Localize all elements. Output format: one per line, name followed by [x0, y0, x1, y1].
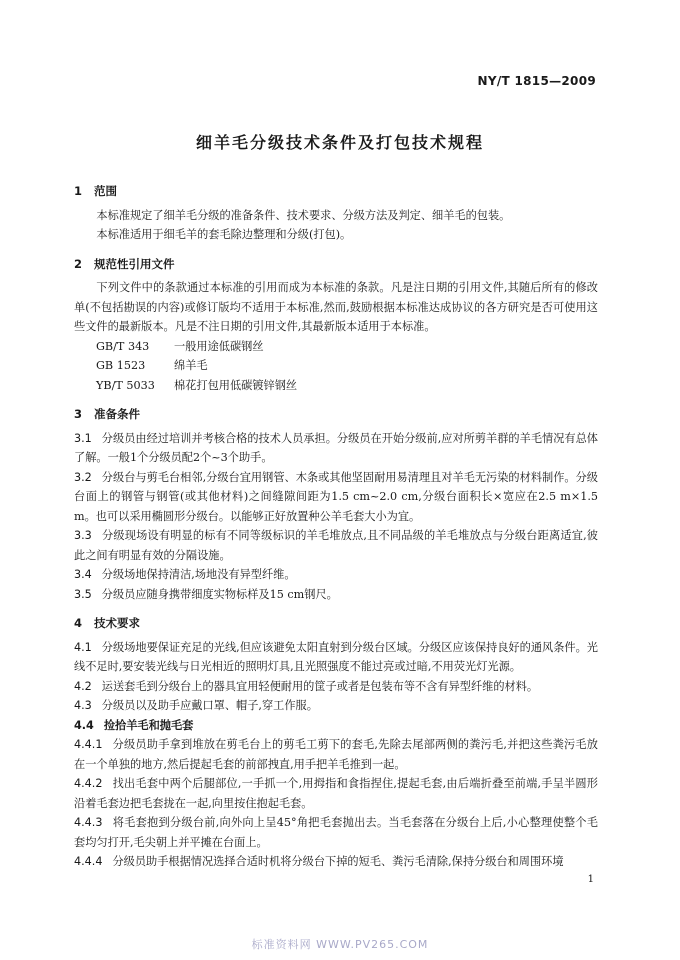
clause — [74, 696, 598, 716]
clause — [74, 638, 598, 677]
clause-number: 3.3 — [74, 529, 92, 542]
reference-code: GB/T 343 — [96, 339, 150, 353]
reference-item — [74, 376, 598, 396]
clause — [74, 468, 598, 527]
clause-text: 将毛套抱到分级台前,向外向上呈45°角把毛套抛出去。当毛套落在分级台上后,小心整理使整个毛套均匀打开,毛尖朝上并平摊在台面上。 — [74, 816, 598, 849]
clause-number: 4.4.4 — [74, 855, 103, 868]
clause-number: 4.4.3 — [74, 816, 103, 829]
section-title: 技术要求 — [94, 616, 140, 630]
paragraph: 本标准适用于细毛羊的套毛除边整理和分级(打包)。 — [96, 228, 352, 241]
clause-text: 分级员助手拿到堆放在剪毛台上的剪毛工剪下的套毛,先除去尾部两侧的粪污毛,并把这些粪污毛放在一个单独的地方,然后提起毛套的前部拽直,用手把羊毛推到一起。 — [74, 738, 598, 771]
clause-text: 捡拾羊毛和抛毛套 — [103, 718, 194, 732]
page-number: 1 — [587, 874, 594, 885]
reference-code: YB/T 5033 — [96, 378, 155, 392]
clause — [74, 526, 598, 565]
section-heading — [74, 614, 598, 634]
clause-number: 4.4 — [74, 718, 94, 732]
section-title: 范围 — [94, 184, 117, 198]
clause-text: 分级员助手根据情况选择合适时机将分级台下掉的短毛、粪污毛清除,保持分级台和周围环境 — [112, 855, 564, 868]
reference-code: GB 1523 — [96, 359, 146, 372]
paragraph: 本标准规定了细羊毛分级的准备条件、技术要求、分级方法及判定、细羊毛的包装。 — [96, 208, 511, 222]
section-number: 3 — [74, 407, 83, 421]
section-number: 1 — [74, 184, 83, 198]
clause-text: 分级员应随身携带细度实物标样及15 cm钢尺。 — [101, 587, 338, 601]
clause-number: 4.4.1 — [74, 738, 103, 751]
clause-text: 分级场地要保证充足的光线,但应该避免太阳直射到分级台区域。分级区应该保持良好的通风条件。光线不足时,要安装光线与日光相近的照明灯具,且光照强度不能过亮或过暗,不用荧光灯光源。 — [74, 640, 598, 673]
section-title: 规范性引用文件 — [94, 256, 175, 271]
section-number: 2 — [74, 256, 83, 271]
section-number: 4 — [74, 616, 83, 630]
section-title: 准备条件 — [94, 407, 140, 421]
document-body — [74, 182, 598, 872]
clause — [74, 565, 598, 585]
clause-number: 4.3 — [74, 699, 92, 712]
clause — [74, 813, 598, 852]
clause — [74, 735, 598, 774]
clause-number: 3.1 — [74, 431, 92, 445]
clause — [74, 585, 598, 605]
clause — [74, 429, 598, 468]
section-heading — [74, 405, 598, 425]
clause — [74, 852, 598, 872]
clause-text: 分级现场设有明显的标有不同等级标识的羊毛堆放点,且不同品级的羊毛堆放点与分级台距离适宜,彼此之间有明显有效的分隔设施。 — [74, 529, 598, 562]
section-heading — [74, 255, 598, 275]
standard-code: NY/T 1815—2009 — [477, 74, 596, 88]
section-heading — [74, 182, 598, 202]
reference-item — [74, 337, 598, 357]
clause-number: 4.2 — [74, 679, 92, 693]
clause-text: 分级员由经过培训并考核合格的技术人员承担。分级员在开始分级前,应对所剪羊群的羊毛情况有总体了解。一般1个分级员配2个~3个助手。 — [74, 431, 598, 464]
clause-number: 3.5 — [74, 587, 92, 601]
clause — [74, 774, 598, 813]
reference-name: 绵羊毛 — [174, 359, 208, 372]
clause-number: 3.2 — [74, 470, 92, 484]
reference-name: 棉花打包用低碳镀锌钢丝 — [174, 378, 298, 392]
clause-number: 3.4 — [74, 568, 92, 581]
clause-text: 分级场地保持清洁,场地没有异型纤维。 — [101, 568, 296, 581]
watermark: 标准资料网 WWW.PV265.COM — [251, 938, 429, 951]
clause-text: 分级员以及助手应戴口罩、帽子,穿工作服。 — [101, 699, 318, 712]
clause-text: 分级台与剪毛台相邻,分级台宜用钢管、木条或其他坚固耐用易清理且对羊毛无污染的材料制作。分级台面上的钢管与钢管(或其他材料)之间缝隙间距为1.5 cm~2.0 cm,分级台面积长×宽应在2.5 m×1.5 m。也可以采用椭圆形分级台。以能够正好放置种公羊毛套大小为宜。 — [74, 470, 598, 523]
clause — [74, 677, 598, 697]
clause-text: 运送套毛到分级台上的器具宜用轻便耐用的筐子或者是包装布等不含有异型纤维的材料。 — [101, 679, 539, 693]
paragraph: 下列文件中的条款通过本标准的引用而成为本标准的条款。凡是注日期的引用文件,其随后所有的修改单(不包括勘误的内容)或修订版均不适用于本标准,然而,鼓励根据本标准达成协议的各方研究是否可使用这些文件的最新版本。凡是不注日期的引用文件,其最新版本适用于本标准。 — [74, 281, 598, 333]
reference-name: 一般用途低碳钢丝 — [174, 339, 264, 353]
subsection-heading — [74, 716, 598, 736]
document-title: 细羊毛分级技术条件及打包技术规程 — [195, 133, 484, 152]
reference-item — [74, 356, 598, 376]
clause-number: 4.1 — [74, 640, 92, 654]
clause-number: 4.4.2 — [74, 777, 103, 790]
clause-text: 找出毛套中两个后腿部位,一手抓一个,用拇指和食指捏住,提起毛套,由后端折叠至前端,手呈半圆形沿着毛套边把毛套拢在一起,向里按住抱起毛套。 — [74, 777, 598, 810]
